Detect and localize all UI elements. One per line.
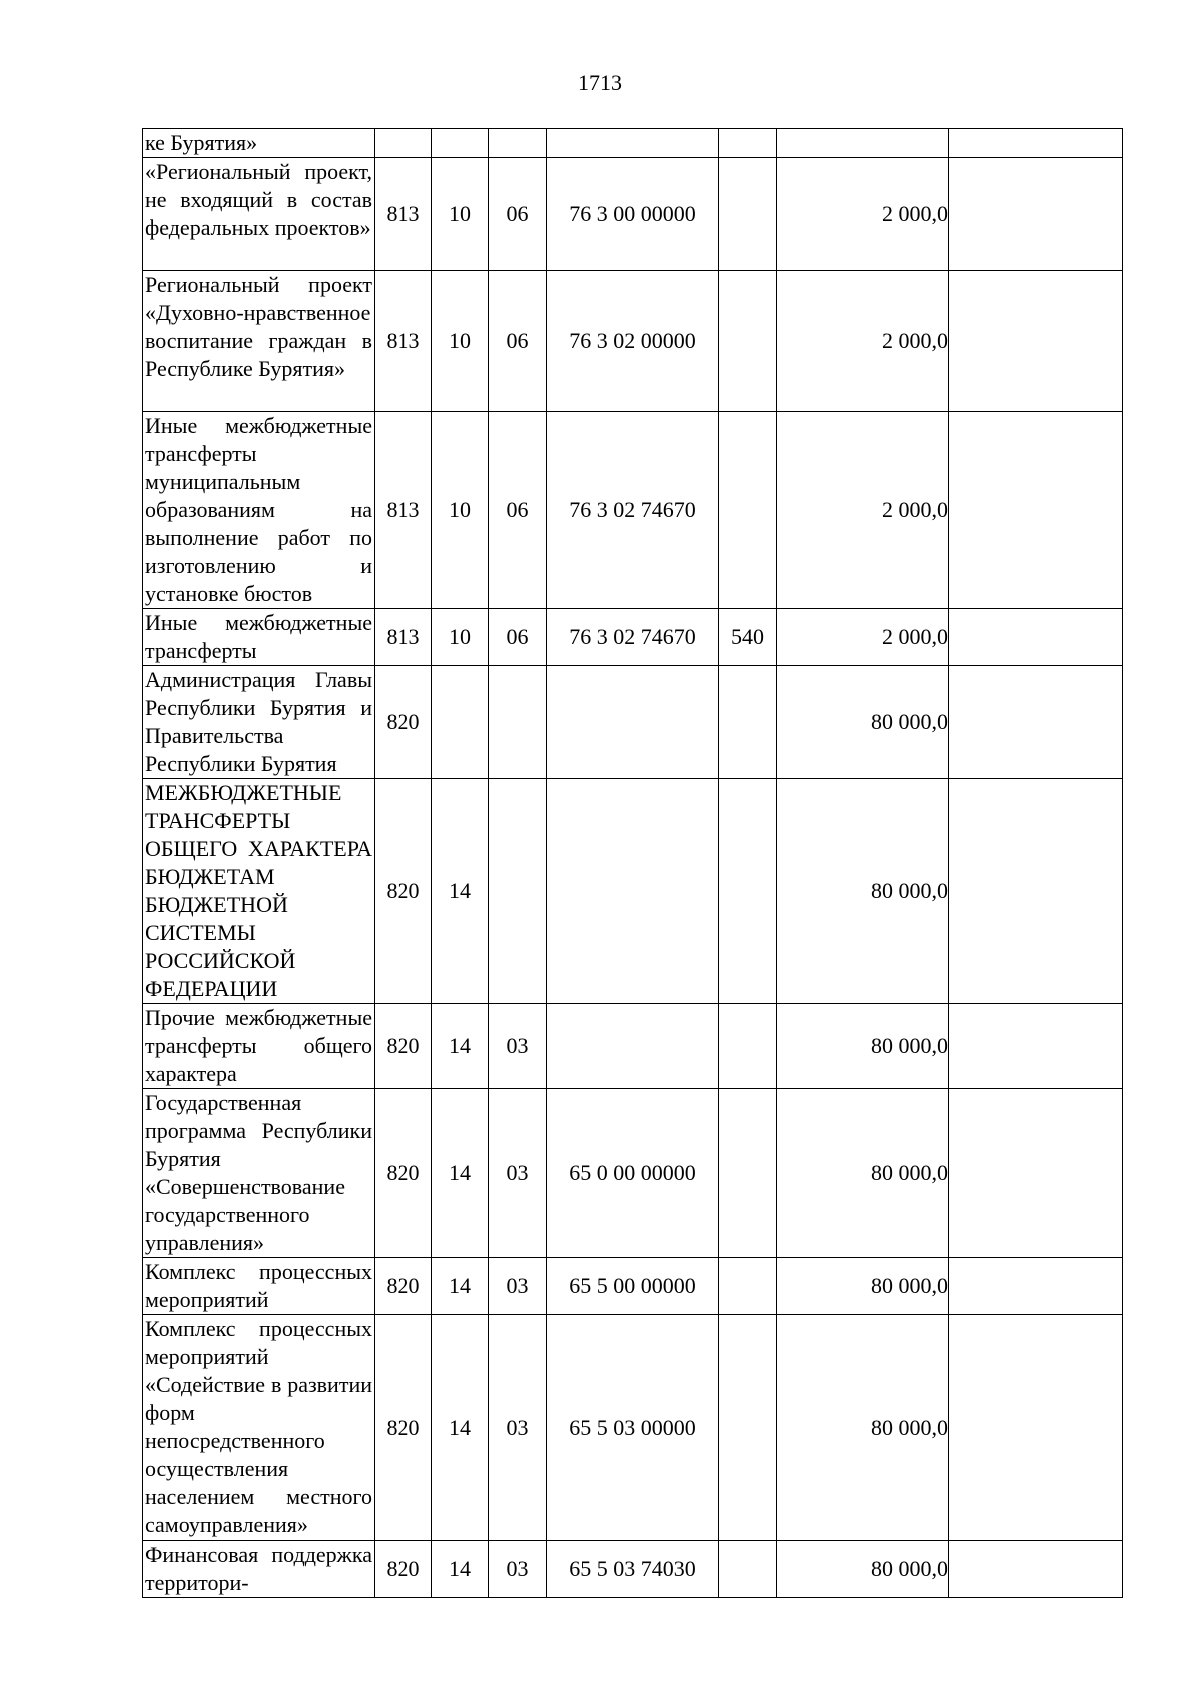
table-row (143, 271, 1123, 412)
row-sum-cell: 80 000,0 (777, 1089, 949, 1258)
row-extra-cell (949, 779, 1123, 1004)
row-cs-cell: 76 3 02 00000 (547, 271, 719, 412)
row-vr-cell (719, 1258, 777, 1315)
row-rz-cell: 14 (432, 1089, 489, 1258)
row-pr-cell: 06 (489, 609, 547, 666)
row-rz-cell: 14 (432, 1004, 489, 1089)
row-name-cell: Комплекс процессных мероприятий «Содействие в развитии форм непосредственного осуществления населением местного самоуправления» (143, 1315, 375, 1541)
row-pr-cell: 03 (489, 1541, 547, 1598)
row-cs-cell: 65 5 03 74030 (547, 1541, 719, 1598)
row-rz-cell: 14 (432, 779, 489, 1004)
page-number: 1713 (578, 70, 622, 95)
table-row (143, 609, 1123, 666)
row-sum-cell: 2 000,0 (777, 412, 949, 609)
row-gr-cell: 820 (375, 1258, 432, 1315)
row-rz-cell: 14 (432, 1258, 489, 1315)
row-vr-cell (719, 412, 777, 609)
row-pr-cell (489, 779, 547, 1004)
table-row (143, 1089, 1123, 1258)
row-cs-cell (547, 1004, 719, 1089)
row-gr-cell: 813 (375, 609, 432, 666)
row-name-cell: Комплекс процессных мероприятий (143, 1258, 375, 1315)
row-name-cell: «Региональный проект, не входящий в состав федеральных проектов» (143, 158, 375, 271)
row-gr-cell: 820 (375, 779, 432, 1004)
row-sum-cell: 80 000,0 (777, 666, 949, 779)
row-sum-cell (777, 129, 949, 158)
table-row (143, 129, 1123, 158)
row-sum-cell: 2 000,0 (777, 271, 949, 412)
row-extra-cell (949, 609, 1123, 666)
row-cs-cell (547, 779, 719, 1004)
row-vr-cell (719, 666, 777, 779)
row-extra-cell (949, 1089, 1123, 1258)
row-rz-cell (432, 129, 489, 158)
table-row (143, 666, 1123, 779)
row-pr-cell (489, 666, 547, 779)
row-pr-cell: 03 (489, 1258, 547, 1315)
row-vr-cell (719, 1541, 777, 1598)
row-pr-cell: 03 (489, 1004, 547, 1089)
row-name-cell: Иные межбюджетные трансферты муниципальным образованиям на выполнение работ по изготовлению и установке бюстов (143, 412, 375, 609)
row-rz-cell: 14 (432, 1315, 489, 1541)
row-cs-cell (547, 129, 719, 158)
row-vr-cell (719, 1315, 777, 1541)
row-name-cell: Финансовая поддержка территори- (143, 1541, 375, 1598)
row-rz-cell: 10 (432, 609, 489, 666)
row-extra-cell (949, 271, 1123, 412)
row-sum-cell: 2 000,0 (777, 609, 949, 666)
row-rz-cell: 10 (432, 158, 489, 271)
row-pr-cell: 06 (489, 412, 547, 609)
row-extra-cell (949, 1541, 1123, 1598)
row-gr-cell: 820 (375, 1089, 432, 1258)
row-extra-cell (949, 129, 1123, 158)
row-name-cell: Администрация Главы Республики Бурятия и Правительства Республики Бурятия (143, 666, 375, 779)
row-vr-cell (719, 129, 777, 158)
table-row (143, 412, 1123, 609)
row-gr-cell: 820 (375, 1315, 432, 1541)
row-extra-cell (949, 1315, 1123, 1541)
row-name-cell: МЕЖБЮДЖЕТНЫЕ ТРАНСФЕРТЫ ОБЩЕГО ХАРАКТЕРА БЮДЖЕТАМ БЮДЖЕТНОЙ СИСТЕМЫ РОССИЙСКОЙ ФЕДЕРАЦИИ (143, 779, 375, 1004)
row-vr-cell (719, 158, 777, 271)
row-pr-cell: 06 (489, 271, 547, 412)
table-row (143, 158, 1123, 271)
row-sum-cell: 80 000,0 (777, 1315, 949, 1541)
row-sum-cell: 2 000,0 (777, 158, 949, 271)
row-cs-cell: 76 3 00 00000 (547, 158, 719, 271)
row-extra-cell (949, 158, 1123, 271)
table-row (143, 1315, 1123, 1541)
row-gr-cell: 820 (375, 666, 432, 779)
row-cs-cell (547, 666, 719, 779)
row-rz-cell: 14 (432, 1541, 489, 1598)
budget-table (142, 128, 1123, 1598)
row-pr-cell: 06 (489, 158, 547, 271)
row-cs-cell: 65 5 00 00000 (547, 1258, 719, 1315)
row-rz-cell: 10 (432, 412, 489, 609)
row-gr-cell: 813 (375, 158, 432, 271)
row-sum-cell: 80 000,0 (777, 1258, 949, 1315)
table-row (143, 1541, 1123, 1598)
row-sum-cell: 80 000,0 (777, 1541, 949, 1598)
row-name-cell: Региональный проект «Духовно-нравственное воспитание граждан в Республике Бурятия» (143, 271, 375, 412)
row-gr-cell (375, 129, 432, 158)
row-pr-cell: 03 (489, 1315, 547, 1541)
row-vr-cell (719, 1004, 777, 1089)
row-gr-cell: 820 (375, 1541, 432, 1598)
row-name-cell: Прочие межбюджетные трансферты общего характера (143, 1004, 375, 1089)
row-pr-cell (489, 129, 547, 158)
row-vr-cell (719, 1089, 777, 1258)
row-name-cell: Иные межбюджетные трансферты (143, 609, 375, 666)
row-gr-cell: 813 (375, 412, 432, 609)
row-vr-cell (719, 779, 777, 1004)
row-cs-cell: 76 3 02 74670 (547, 609, 719, 666)
row-extra-cell (949, 1258, 1123, 1315)
row-extra-cell (949, 412, 1123, 609)
row-name-cell: Государственная программа Республики Бурятия «Совершенствование государственного управления» (143, 1089, 375, 1258)
table-row (143, 779, 1123, 1004)
row-vr-cell (719, 271, 777, 412)
row-rz-cell: 10 (432, 271, 489, 412)
row-cs-cell: 65 0 00 00000 (547, 1089, 719, 1258)
row-sum-cell: 80 000,0 (777, 1004, 949, 1089)
row-extra-cell (949, 666, 1123, 779)
row-extra-cell (949, 1004, 1123, 1089)
row-name-cell: ке Бурятия» (143, 129, 375, 158)
row-gr-cell: 820 (375, 1004, 432, 1089)
row-rz-cell (432, 666, 489, 779)
row-vr-cell: 540 (719, 609, 777, 666)
row-cs-cell: 76 3 02 74670 (547, 412, 719, 609)
row-gr-cell: 813 (375, 271, 432, 412)
row-sum-cell: 80 000,0 (777, 779, 949, 1004)
table-row (143, 1258, 1123, 1315)
row-cs-cell: 65 5 03 00000 (547, 1315, 719, 1541)
table-row (143, 1004, 1123, 1089)
row-pr-cell: 03 (489, 1089, 547, 1258)
